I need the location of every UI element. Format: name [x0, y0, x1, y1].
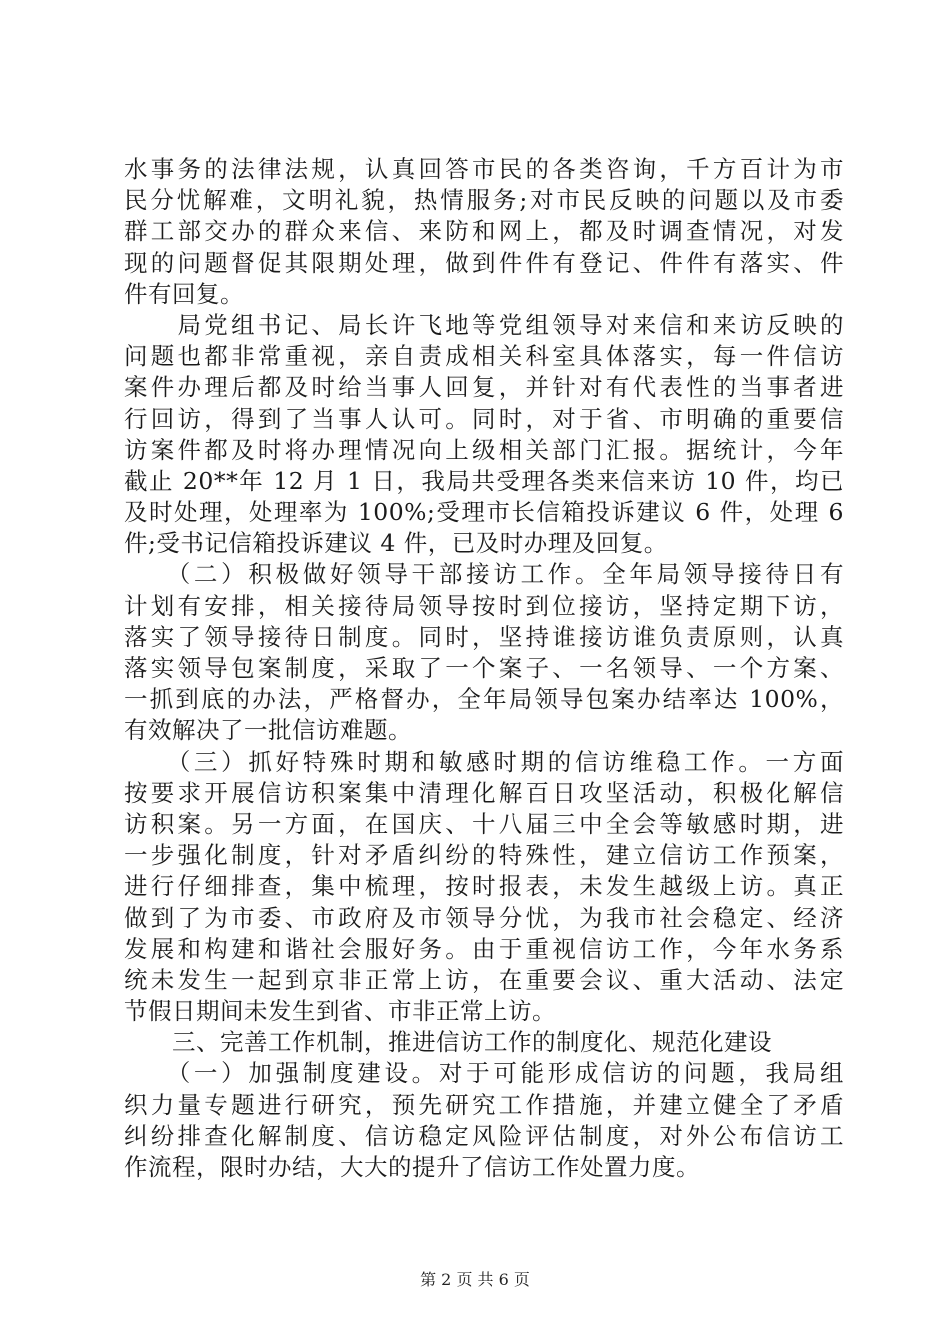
text-line: 问题也都非常重视，亲自责成相关科室具体落实，每一件信访: [124, 342, 844, 371]
text-line: （一）加强制度建设。对于可能形成信访的问题，我局组: [124, 1059, 844, 1088]
text-line: 做到了为市委、市政府及市领导分忧，为我市社会稳定、经济: [124, 903, 844, 932]
text-line: 作流程，限时办结，大大的提升了信访工作处置力度。: [124, 1153, 700, 1181]
text-line: 访积案。另一方面，在国庆、十八届三中全会等敏感时期，进: [124, 809, 844, 838]
text-line: 一抓到底的办法，严格督办，全年局领导包案办结率达 100%，: [124, 685, 844, 714]
text-line: 水事务的法律法规，认真回答市民的各类咨询，千方百计为市: [124, 155, 844, 183]
text-line: 织力量专题进行研究，预先研究工作措施，并建立健全了矛盾: [124, 1090, 844, 1119]
text-line: 按要求开展信访积案集中清理化解百日攻坚活动，积极化解信: [124, 778, 844, 807]
text-line: 计划有安排，相关接待局领导按时到位接访，坚持定期下访，: [124, 591, 844, 620]
text-line: 现的问题督促其限期处理，做到件件有登记、件件有落实、件: [124, 248, 844, 277]
text-line: 访案件都及时将办理情况向上级相关部门汇报。据统计，今年: [124, 435, 844, 464]
text-line: 件有回复。: [124, 279, 244, 308]
text-line: 一步强化制度，针对矛盾纠纷的特殊性，建立信访工作预案，: [124, 841, 844, 870]
text-line: 民分忧解难，文明礼貌，热情服务;对市民反映的问题以及市委: [124, 186, 844, 215]
text-line: 行回访，得到了当事人认可。同时，对于省、市明确的重要信: [124, 404, 844, 433]
text-line: 件;受书记信箱投诉建议 4 件，已及时办理及回复。: [124, 529, 668, 558]
text-line: 发展和构建和谐社会服好务。由于重视信访工作，今年水务系: [124, 934, 844, 963]
text-line: 节假日期间未发生到省、市非正常上访。: [124, 997, 556, 1026]
text-line: 案件办理后都及时给当事人回复，并针对有代表性的当事者进: [124, 373, 844, 402]
text-line: 落实领导包案制度，采取了一个案子、一名领导、一个方案、: [124, 654, 844, 682]
text-line: （二）积极做好领导干部接访工作。全年局领导接待日有: [124, 560, 844, 589]
text-line: 有效解决了一批信访难题。: [124, 716, 412, 745]
text-line: （三）抓好特殊时期和敏感时期的信访维稳工作。一方面: [124, 747, 844, 776]
text-line: 群工部交办的群众来信、来防和网上，都及时调查情况，对发: [124, 217, 844, 246]
body-text: [124, 154, 844, 1183]
text-line: 统未发生一起到京非正常上访，在重要会议、重大活动、法定: [124, 965, 844, 994]
section-heading: 三、完善工作机制，推进信访工作的制度化、规范化建设: [124, 1028, 772, 1057]
text-line: 纠纷排查化解制度、信访稳定风险评估制度，对外公布信访工: [124, 1121, 844, 1150]
text-line: 局党组书记、局长许飞地等党组领导对来信和来访反映的: [124, 310, 844, 339]
page-number-footer: 第 2 页 共 6 页: [420, 1270, 530, 1289]
text-line: 截止 20**年 12 月 1 日，我局共受理各类来信来访 10 件，均已: [124, 466, 844, 495]
text-line: 落实了领导接待日制度。同时，坚持谁接访谁负责原则，认真: [124, 622, 844, 651]
text-line: 进行仔细排查，集中梳理，按时报表，未发生越级上访。真正: [124, 872, 844, 901]
text-line: 及时处理，处理率为 100%;受理市长信箱投诉建议 6 件，处理 6: [124, 498, 844, 527]
